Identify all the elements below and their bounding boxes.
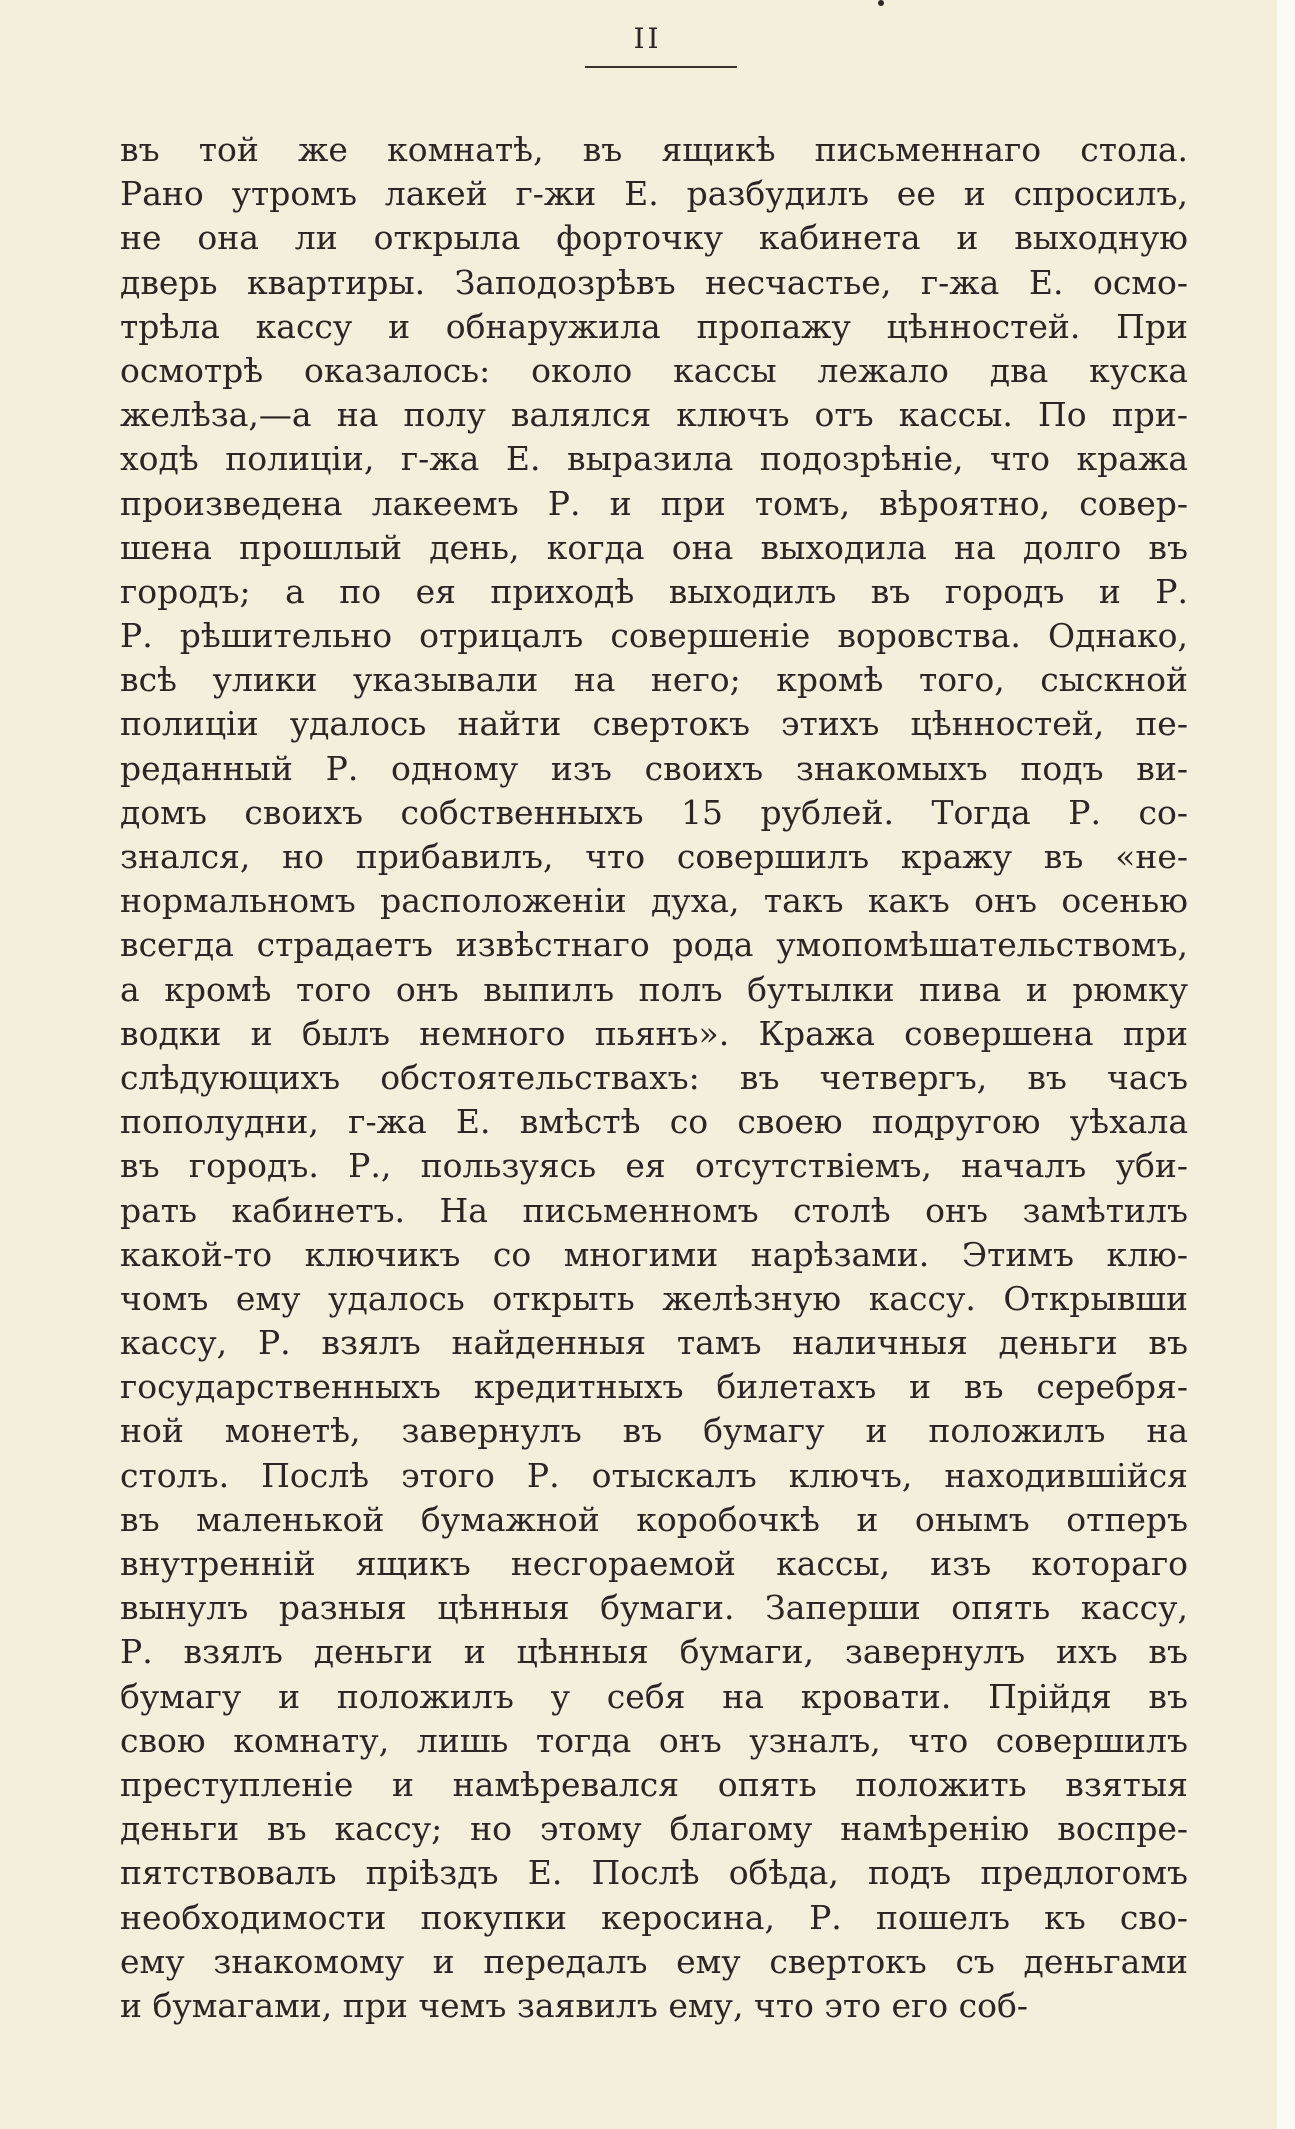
text-line: деньги въ кассу; но этому благому намѣренію воспре- <box>120 1809 1188 1849</box>
ink-dot <box>878 0 884 6</box>
page-margin <box>1277 0 1295 2129</box>
text-line: ему знакомому и передалъ ему свертокъ съ деньгами <box>120 1941 1188 1981</box>
text-line: осмотрѣ оказалось: около кассы лежало два куска <box>120 350 1188 390</box>
text-line: какой-то ключикъ со многими нарѣзами. Этимъ клю- <box>120 1234 1188 1274</box>
text-line: нормальномъ расположеніи духа, такъ какъ онъ осенью <box>120 881 1188 921</box>
text-line: чомъ ему удалось открыть желѣзную кассу. Открывши <box>120 1278 1188 1318</box>
text-line: вынулъ разныя цѣнныя бумаги. Заперши опять кассу, <box>120 1588 1188 1628</box>
text-line: преступленіе и намѣревался опять положить взятыя <box>120 1764 1188 1804</box>
page-number: II <box>633 22 662 55</box>
text-line: Р. рѣшительно отрицалъ совершеніе воровства. Однако, <box>120 616 1188 656</box>
text-line: въ городъ. Р., пользуясь ея отсутствіемъ, началъ уби- <box>120 1146 1188 1186</box>
text-line: шена прошлый день, когда она выходила на долго въ <box>120 527 1188 567</box>
text-line: въ маленькой бумажной коробочкѣ и онымъ отперъ <box>120 1499 1188 1539</box>
text-line: свою комнату, лишь тогда онъ узналъ, что совершилъ <box>120 1720 1188 1760</box>
text-line: бумагу и положилъ у себя на кровати. Прійдя въ <box>120 1676 1188 1716</box>
text-line: столъ. Послѣ этого Р. отыскалъ ключъ, находившійся <box>120 1455 1188 1495</box>
text-line: и бумагами, при чемъ заявилъ ему, что это его соб- <box>120 1985 1028 2025</box>
text-line: трѣла кассу и обнаружила пропажу цѣнностей. При <box>120 306 1188 346</box>
text-line: домъ своихъ собственныхъ 15 рублей. Тогда Р. со- <box>120 792 1188 832</box>
text-line: городъ; а по ея приходѣ выходилъ въ городъ и Р. <box>120 571 1188 611</box>
text-line: ходѣ полиціи, г-жа Е. выразила подозрѣніе, что кража <box>120 439 1188 479</box>
text-line: всѣ улики указывали на него; кромѣ того, сыскной <box>120 660 1188 700</box>
text-line: а кромѣ того онъ выпилъ полъ бутылки пива и рюмку <box>120 969 1188 1009</box>
text-line: рать кабинетъ. На письменномъ столѣ онъ замѣтилъ <box>120 1190 1188 1230</box>
text-line: произведена лакеемъ Р. и при томъ, вѣроятно, совер- <box>120 483 1188 523</box>
text-line: ной монетѣ, завернулъ въ бумагу и положилъ на <box>120 1411 1188 1451</box>
text-line: Рано утромъ лакей г-жи Е. разбудилъ ее и спросилъ, <box>120 174 1188 214</box>
text-line: государственныхъ кредитныхъ билетахъ и въ серебря- <box>120 1367 1188 1407</box>
text-line: дверь квартиры. Заподозрѣвъ несчастье, г-жа Е. осмо- <box>120 262 1188 302</box>
text-line: желѣза,—а на полу валялся ключъ отъ кассы. По при- <box>120 395 1188 435</box>
text-line: внутренній ящикъ несгораемой кассы, изъ котораго <box>120 1544 1188 1583</box>
text-line: пятствовалъ пріѣздъ Е. Послѣ обѣда, подъ предлогомъ <box>120 1853 1188 1893</box>
text-line: знался, но прибавилъ, что совершилъ кражу въ «не- <box>120 837 1188 876</box>
text-line: слѣдующихъ обстоятельствахъ: въ четвергъ, въ часъ <box>120 1057 1188 1097</box>
text-line: полиціи удалось найти свертокъ этихъ цѣнностей, пе- <box>120 704 1188 744</box>
text-line: необходимости покупки керосина, Р. пошелъ къ сво- <box>120 1897 1188 1937</box>
text-line: всегда страдаетъ извѣстнаго рода умопомѣшательствомъ, <box>120 925 1188 965</box>
text-line: водки и былъ немного пьянъ». Кража совершена при <box>120 1013 1188 1053</box>
text-line: пополудни, г-жа Е. вмѣстѣ со своею подругою уѣхала <box>120 1102 1188 1142</box>
body-text <box>120 128 1188 2028</box>
text-line: въ той же комнатѣ, въ ящикѣ письменнаго стола. <box>120 130 1188 169</box>
header-rule <box>585 66 737 68</box>
text-line: не она ли открыла форточку кабинета и выходную <box>120 218 1188 258</box>
text-line: кассу, Р. взялъ найденныя тамъ наличныя деньги въ <box>120 1323 1188 1363</box>
text-line: реданный Р. одному изъ своихъ знакомыхъ подъ ви- <box>120 748 1188 788</box>
text-line: Р. взялъ деньги и цѣнныя бумаги, завернулъ ихъ въ <box>120 1632 1188 1672</box>
